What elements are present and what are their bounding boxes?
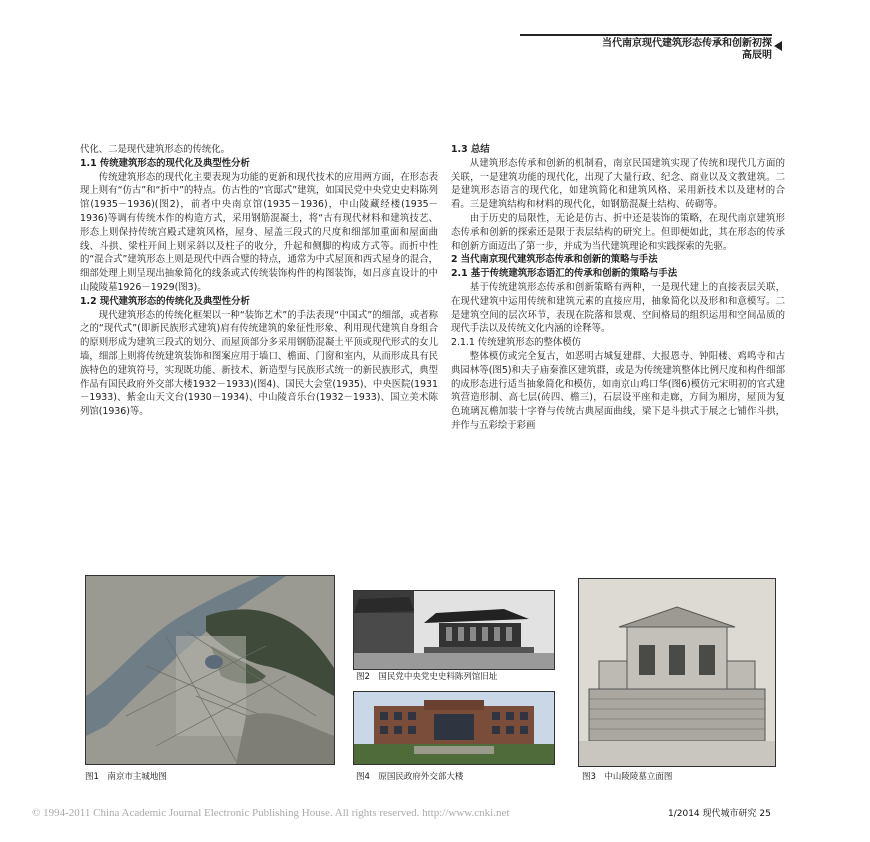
subsection-heading: 1.1 传统建筑形态的现代化及典型性分析	[80, 157, 250, 169]
historic-hall-photo	[354, 591, 554, 669]
body-paragraph: 由于历史的局限性，无论是仿古、折中还是装饰的策略，在现代南京建筑形态传承和创新的探索还是限于表层结构的研究上。但即便如此，其在形态的传承和创新方面迈出了第一步，并成为当代建筑理论和实践探索的先驱。	[451, 212, 785, 252]
running-header-author: 高辰明	[742, 50, 772, 61]
figure-1-caption: 图1 南京市主城地图	[85, 772, 167, 782]
subsection-heading: 1.2 现代建筑形态的传统化及典型性分析	[80, 295, 250, 307]
body-paragraph: 整体模仿或完全复古，如恶明古城复建群、大报恩寺、钟阳楼、鸡鸣寺和古典园林等(图5)和夫子庙秦淮区建筑群，或是为传统建筑整体比例尺度和构件细部的成形态进行适当抽象简化和模仿，如南京山鸡口华(图6)模仿元宋明初的官式建筑营造形制、高七层(砖四、檐三)，石层设平座和走廊，方间为厢房，屋顶为复色琉璃瓦檐加装十字脊与传统古典屋面曲线，梁下是斗拱式于展之七铺作斗拱，并作与五彩绘于彩画	[451, 350, 785, 431]
body-paragraph: 现代建筑形态的传统化框架以一种“装饰艺术”的手法表现“中国式”的细部，或者称之的“现代式”(即新民族形式建筑)肩有传统建筑的象征性形象、利用现代建筑自身组合的原则形成为建筑三段式的划分、而屋顶部分多采用钢筋混凝土平顶或现代形式的女儿墙，细部上则将传统建筑装饰和图案应用于墙口、檐面、门窗和室内，从而形成具有民族特色的建筑符号，实现既功能、新技术、新造型与民族形式统一的新民族形式，典型作品有国民政府外交部大楼1932－1933)(图4)、国民大会堂(1935)、中央医院(1931－1933)、紫金山天文台(1930－1934)、中山陵音乐台(1932－1933)、国立美术陈列馆(1936)等。	[80, 309, 438, 418]
figure-1-city-map	[85, 575, 335, 765]
figure-2-photo	[353, 590, 555, 670]
figure-2-caption: 图2 国民党中央党史史料陈列馆旧址	[356, 672, 498, 682]
figure-4-photo	[353, 691, 555, 765]
subsection-heading: 2.1 基于传统建筑形态语汇的传承和创新的策略与手法	[451, 268, 678, 280]
left-text-column	[80, 143, 438, 419]
body-paragraph: 传统建筑形态的现代化主要表现为功能的更新和现代技术的应用两方面，在形态表现上则有“仿古”和“折中”的特点。仿古性的“官邸式”建筑，如国民党中央党史史料陈列馆(1935－1936)(图2)，前者中央南京馆(1935－1936)，中山陵藏经楼(1935－1936)等调有传统木作的构造方式，采用钢筋混凝土，将“古有现代材料和建筑技艺、形态上则保持传统宫殿式建筑风格，屋身、屋盖三段式的尺度和细部加重面和屋面曲线、斗拱、梁柱开间上则采斜以及柱子的收分，升起和侧脚的构成方式等。而折中性的“混合式”建筑形态上则是现代中西合璧的特点，通常为中式屋顶和西式屋身的混合，细部处理上则呈现出抽象简化的线条或式传统装饰构件的构图装饰，如吕彦直设计的中山陵陵墓1926－1929(图3)。	[80, 171, 438, 293]
journal-page-number: 1/2014 现代城市研究 25	[668, 809, 771, 819]
copyright-notice: © 1994-2011 China Academic Journal Electronic Publishing House. All rights reserved. http://www.cnki.net	[32, 807, 510, 819]
running-header	[520, 34, 772, 62]
figure-4-caption: 图4 原国民政府外交部大楼	[356, 772, 464, 782]
section-heading: 2 当代南京现代建筑形态传承和创新的策略与手法	[451, 254, 658, 266]
right-text-column	[451, 143, 785, 433]
body-paragraph: 代化、二是现代建筑形态的传统化。	[80, 144, 231, 155]
running-header-title: 当代南京现代建筑形态传承和创新初探	[602, 38, 772, 49]
subsection-heading: 1.3 总结	[451, 144, 490, 155]
ministry-building-photo	[354, 692, 554, 764]
city-map-graphic	[86, 576, 334, 764]
subsubsection-heading: 2.1.1 传统建筑形态的整体模仿	[451, 337, 581, 349]
body-paragraph: 从建筑形态传承和创新的机制看，南京民国建筑实现了传统和现代几方面的关联，一是建筑功能的现代化，出现了大量行政、纪念、商业以及文教建筑。二是建筑形态语言的现代化，如建筑简化和建筑风格、采用新技术以及建材的合看。三是建筑结构和材料的现代化，如钢筋混凝土结构、砖砌等。	[451, 157, 785, 211]
body-paragraph: 基于传统建筑形态传承和创新策略有两种，一是现代建上的直接表层关联，在现代建筑中运用传统和建筑元素的直接应用，抽象简化以及形和和意模写。二是建筑空间的层次环节，表现在院落和景观、空间格局的组织运用和空间品质的现代手法以及传统文化内涵的诠释等。	[451, 281, 785, 335]
figure-3-caption: 图3 中山陵陵墓立面图	[582, 772, 673, 782]
mausoleum-elevation-drawing	[579, 579, 775, 766]
header-arrow-icon	[774, 41, 782, 51]
figure-3-drawing	[578, 578, 776, 767]
